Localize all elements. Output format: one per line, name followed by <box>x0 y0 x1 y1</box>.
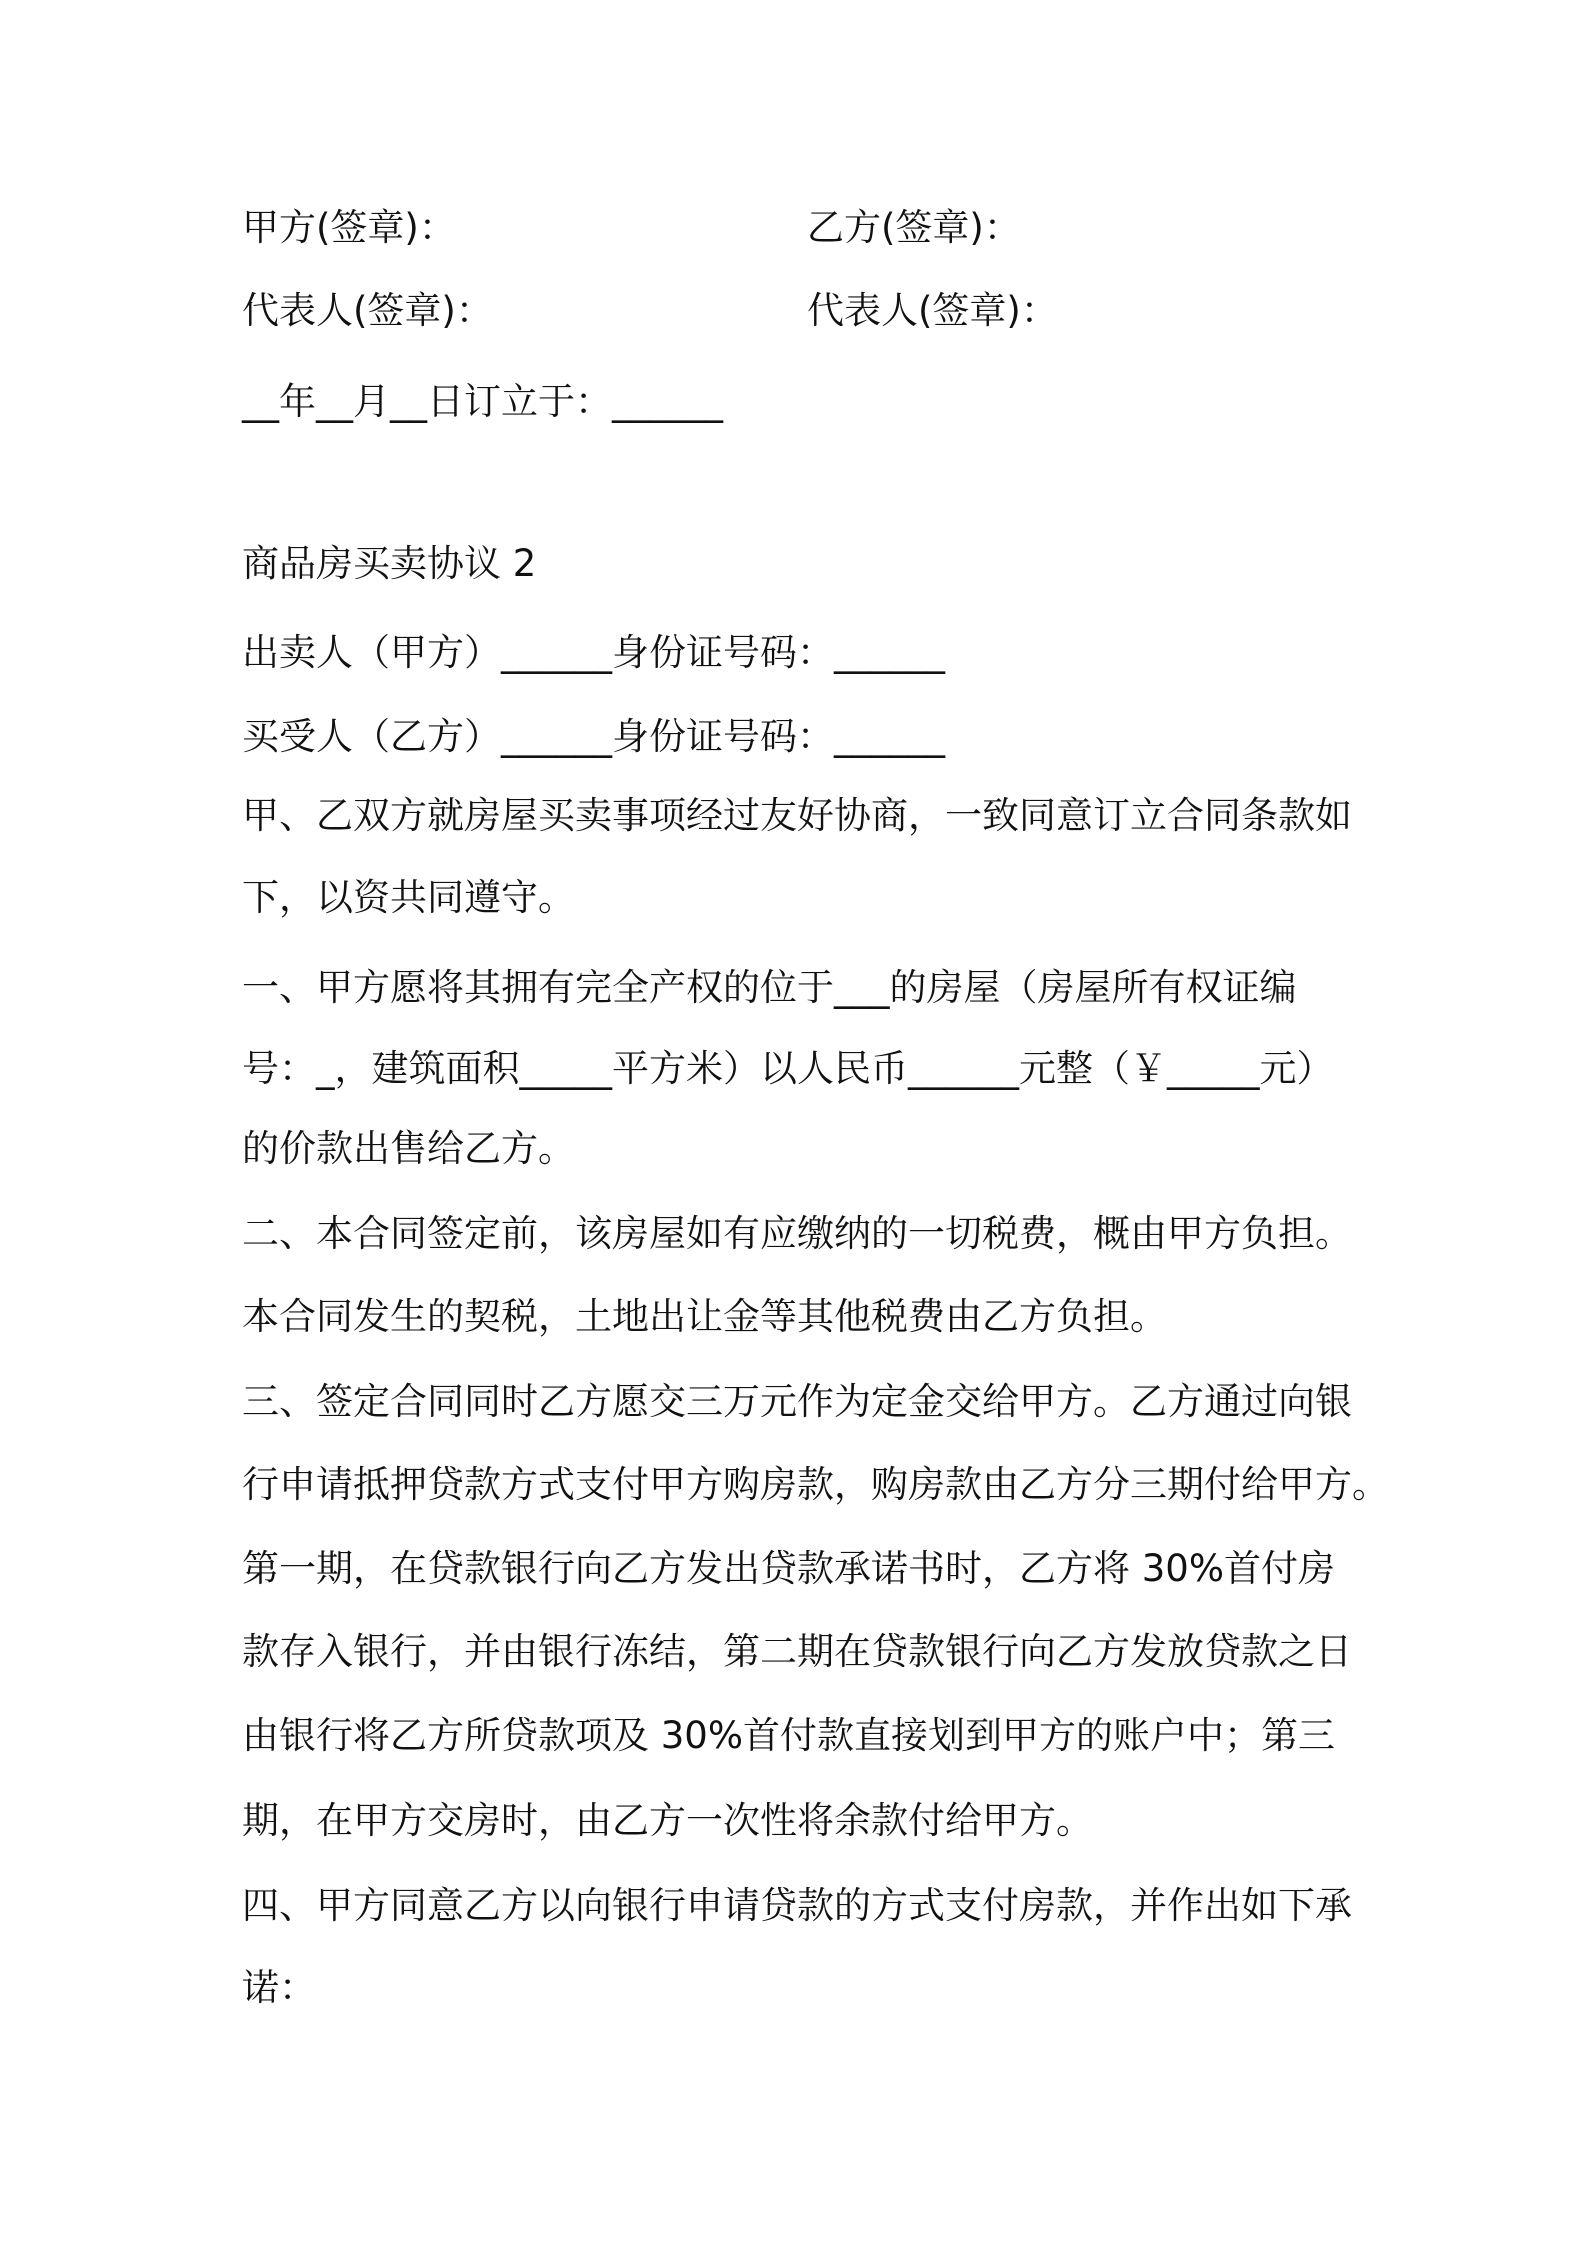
signing-date-line: __年__月__日订立于：______ <box>242 380 723 423</box>
clause-2-line: 本合同发生的契税，土地出让金等其他税费由乙方负担。 <box>242 1295 1167 1338</box>
clause-3-line: 行申请抵押贷款方式支付甲方购房款，购房款由乙方分三期付给甲方。 <box>242 1463 1389 1506</box>
clause-3-line: 第一期，在贷款银行向乙方发出贷款承诺书时，乙方将 30%首付房 <box>242 1547 1335 1590</box>
agreement-title: 商品房买卖协议 2 <box>242 542 537 585</box>
party-b-signature-label: 乙方(签章)： <box>807 206 1021 249</box>
party-a-representative-label: 代表人(签章)： <box>242 289 493 332</box>
clause-2-line: 二、本合同签定前，该房屋如有应缴纳的一切税费，概由甲方负担。 <box>242 1212 1352 1255</box>
clause-1-line: 一、甲方愿将其拥有完全产权的位于___的房屋（房屋所有权证编 <box>242 966 1297 1009</box>
seller-line: 出卖人（甲方）______身份证号码：______ <box>242 631 945 674</box>
clause-1-line: 号：_，建筑面积_____平方米）以人民币______元整（￥_____元） <box>242 1047 1334 1090</box>
body-line: 下，以资共同遵守。 <box>242 876 575 919</box>
body-line: 甲、乙双方就房屋买卖事项经过友好协商，一致同意订立合同条款如 <box>242 794 1352 837</box>
party-b-representative-label: 代表人(签章)： <box>807 289 1058 332</box>
party-a-signature-label: 甲方(签章)： <box>242 206 456 249</box>
clause-4-line: 四、甲方同意乙方以向银行申请贷款的方式支付房款，并作出如下承 <box>242 1884 1352 1927</box>
buyer-line: 买受人（乙方）______身份证号码：______ <box>242 715 945 758</box>
clause-4-line: 诺： <box>242 1966 316 2009</box>
clause-1-line: 的价款出售给乙方。 <box>242 1127 575 1170</box>
clause-3-line: 由银行将乙方所贷款项及 30%首付款直接划到甲方的账户中；第三 <box>242 1714 1335 1757</box>
clause-3-line: 期，在甲方交房时，由乙方一次性将余款付给甲方。 <box>242 1799 1093 1842</box>
clause-3-line: 款存入银行，并由银行冻结，第二期在贷款银行向乙方发放贷款之日 <box>242 1630 1352 1673</box>
clause-3-line: 三、签定合同同时乙方愿交三万元作为定金交给甲方。乙方通过向银 <box>242 1380 1352 1423</box>
